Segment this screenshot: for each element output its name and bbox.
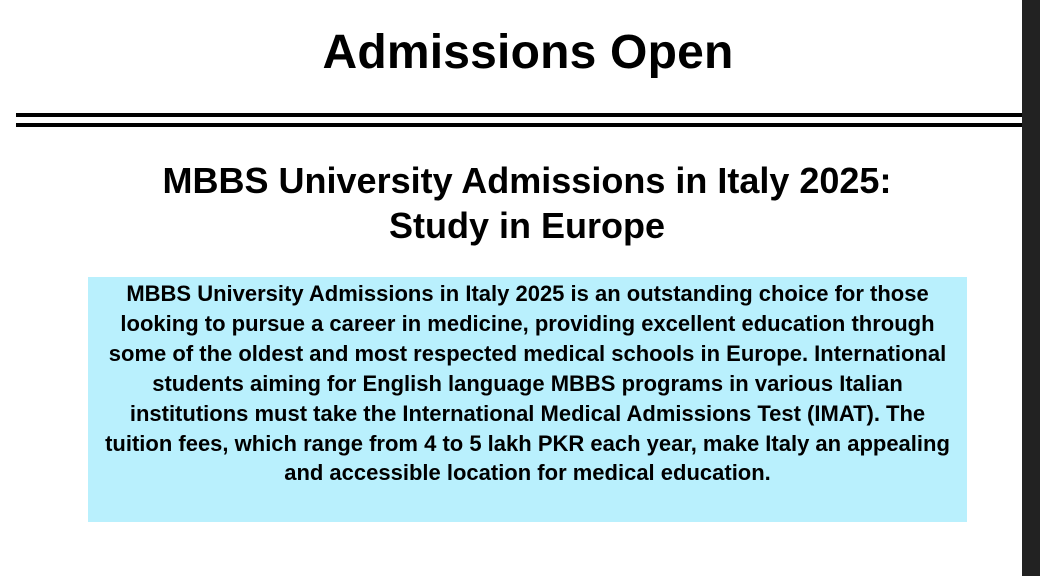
article-heading: MBBS University Admissions in Italy 2025: Study in Europe [162, 160, 892, 246]
page-title: Admissions Open [322, 26, 734, 79]
scrollbar[interactable] [1022, 0, 1040, 576]
divider-line-top [16, 113, 1040, 117]
double-divider [16, 113, 1040, 129]
highlight-paragraph: MBBS University Admissions in Italy 2025 is an outstanding choice for those looking to pursue a career in medicine, providing excellent education through some of the oldest and most respected medical schools in Europe. International students aiming for English language MBBS programs in various Italian institutions must take the International Medical Admissions Test (IMAT). The tuition fees, which range from 4 to 5 lakh PKR each year, make Italy an appealing and accessible location for medical education. [88, 277, 967, 522]
divider-line-bottom [16, 123, 1040, 127]
